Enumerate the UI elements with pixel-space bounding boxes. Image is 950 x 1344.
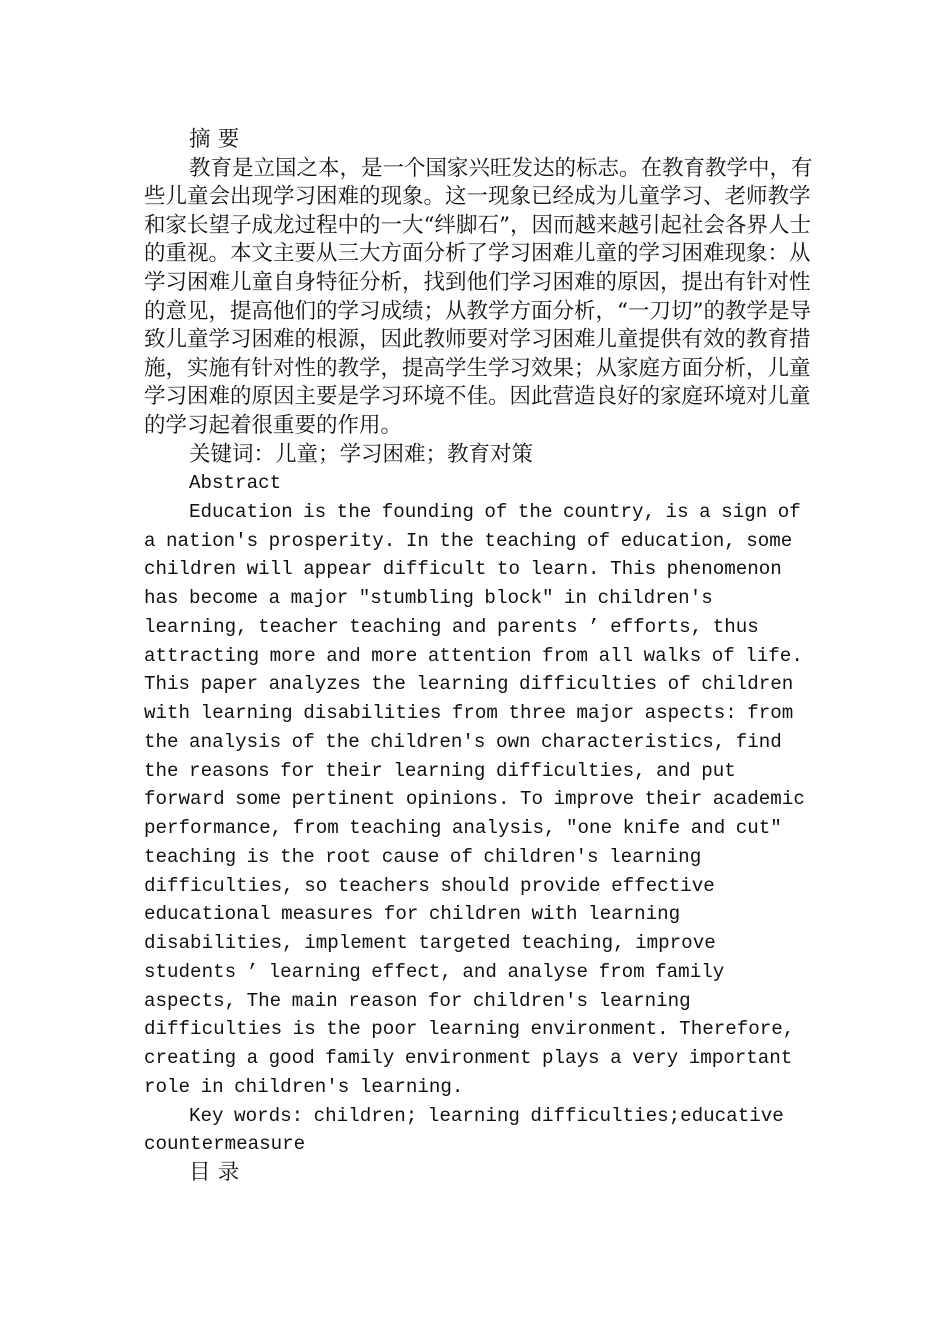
abstract-en-heading: Abstract	[189, 472, 282, 495]
abstract-en-body: Education is the founding of the country, is a sign of a nation's prosperity. In the teaching of education, some children will appear difficult to learn. This phenomenon has become a major "stumbling block" in children's learning, teacher teaching and parents ’ efforts, thus attracting more and more attention from all walks of life. This paper analyzes the learning difficulties of children with learning disabilities from three major aspects: from the analysis of the children's own characteristics, find the reasons for their learning difficulties, and put forward some pertinent opinions. To improve their academic performance, from teaching analysis, "one knife and cut" teaching is the root cause of children's learning difficulties, so teachers should provide effective educational measures for children with learning disabilities, implement targeted teaching, improve students ’ learning effect, and analyse from family aspects, The main reason for children's learning difficulties is the poor learning environment. Therefore, creating a good family environment plays a very important role in children's learning.	[144, 500, 805, 1098]
abstract-cn-heading: 摘 要	[189, 127, 240, 152]
toc-heading: 目 录	[189, 1160, 240, 1186]
abstract-en-keywords: Key words: children; learning difficulties;educative countermeasure	[144, 1104, 784, 1156]
document-content	[144, 126, 814, 1188]
abstract-cn-keywords: 关键词：儿童；学习困难；教育对策	[189, 441, 534, 467]
abstract-cn-body: 教育是立国之本，是一个国家兴旺发达的标志。在教育教学中，有些儿童会出现学习困难的现象。这一现象已经成为儿童学习、老师教学和家长望子成龙过程中的一大“绊脚石”，因而越来越引起社会各界人士的重视。本文主要从三大方面分析了学习困难儿童的学习困难现象：从学习困难儿童自身特征分析，找到他们学习困难的原因，提出有针对性的意见，提高他们的学习成绩；从教学方面分析，“一刀切”的教学是导致儿童学习困难的根源，因此教师要对学习困难儿童提供有效的教育措施，实施有针对性的教学，提高学生学习效果；从家庭方面分析，儿童学习困难的原因主要是学习环境不佳。因此营造良好的家庭环境对儿童的学习起着很重要的作用。	[144, 155, 813, 438]
